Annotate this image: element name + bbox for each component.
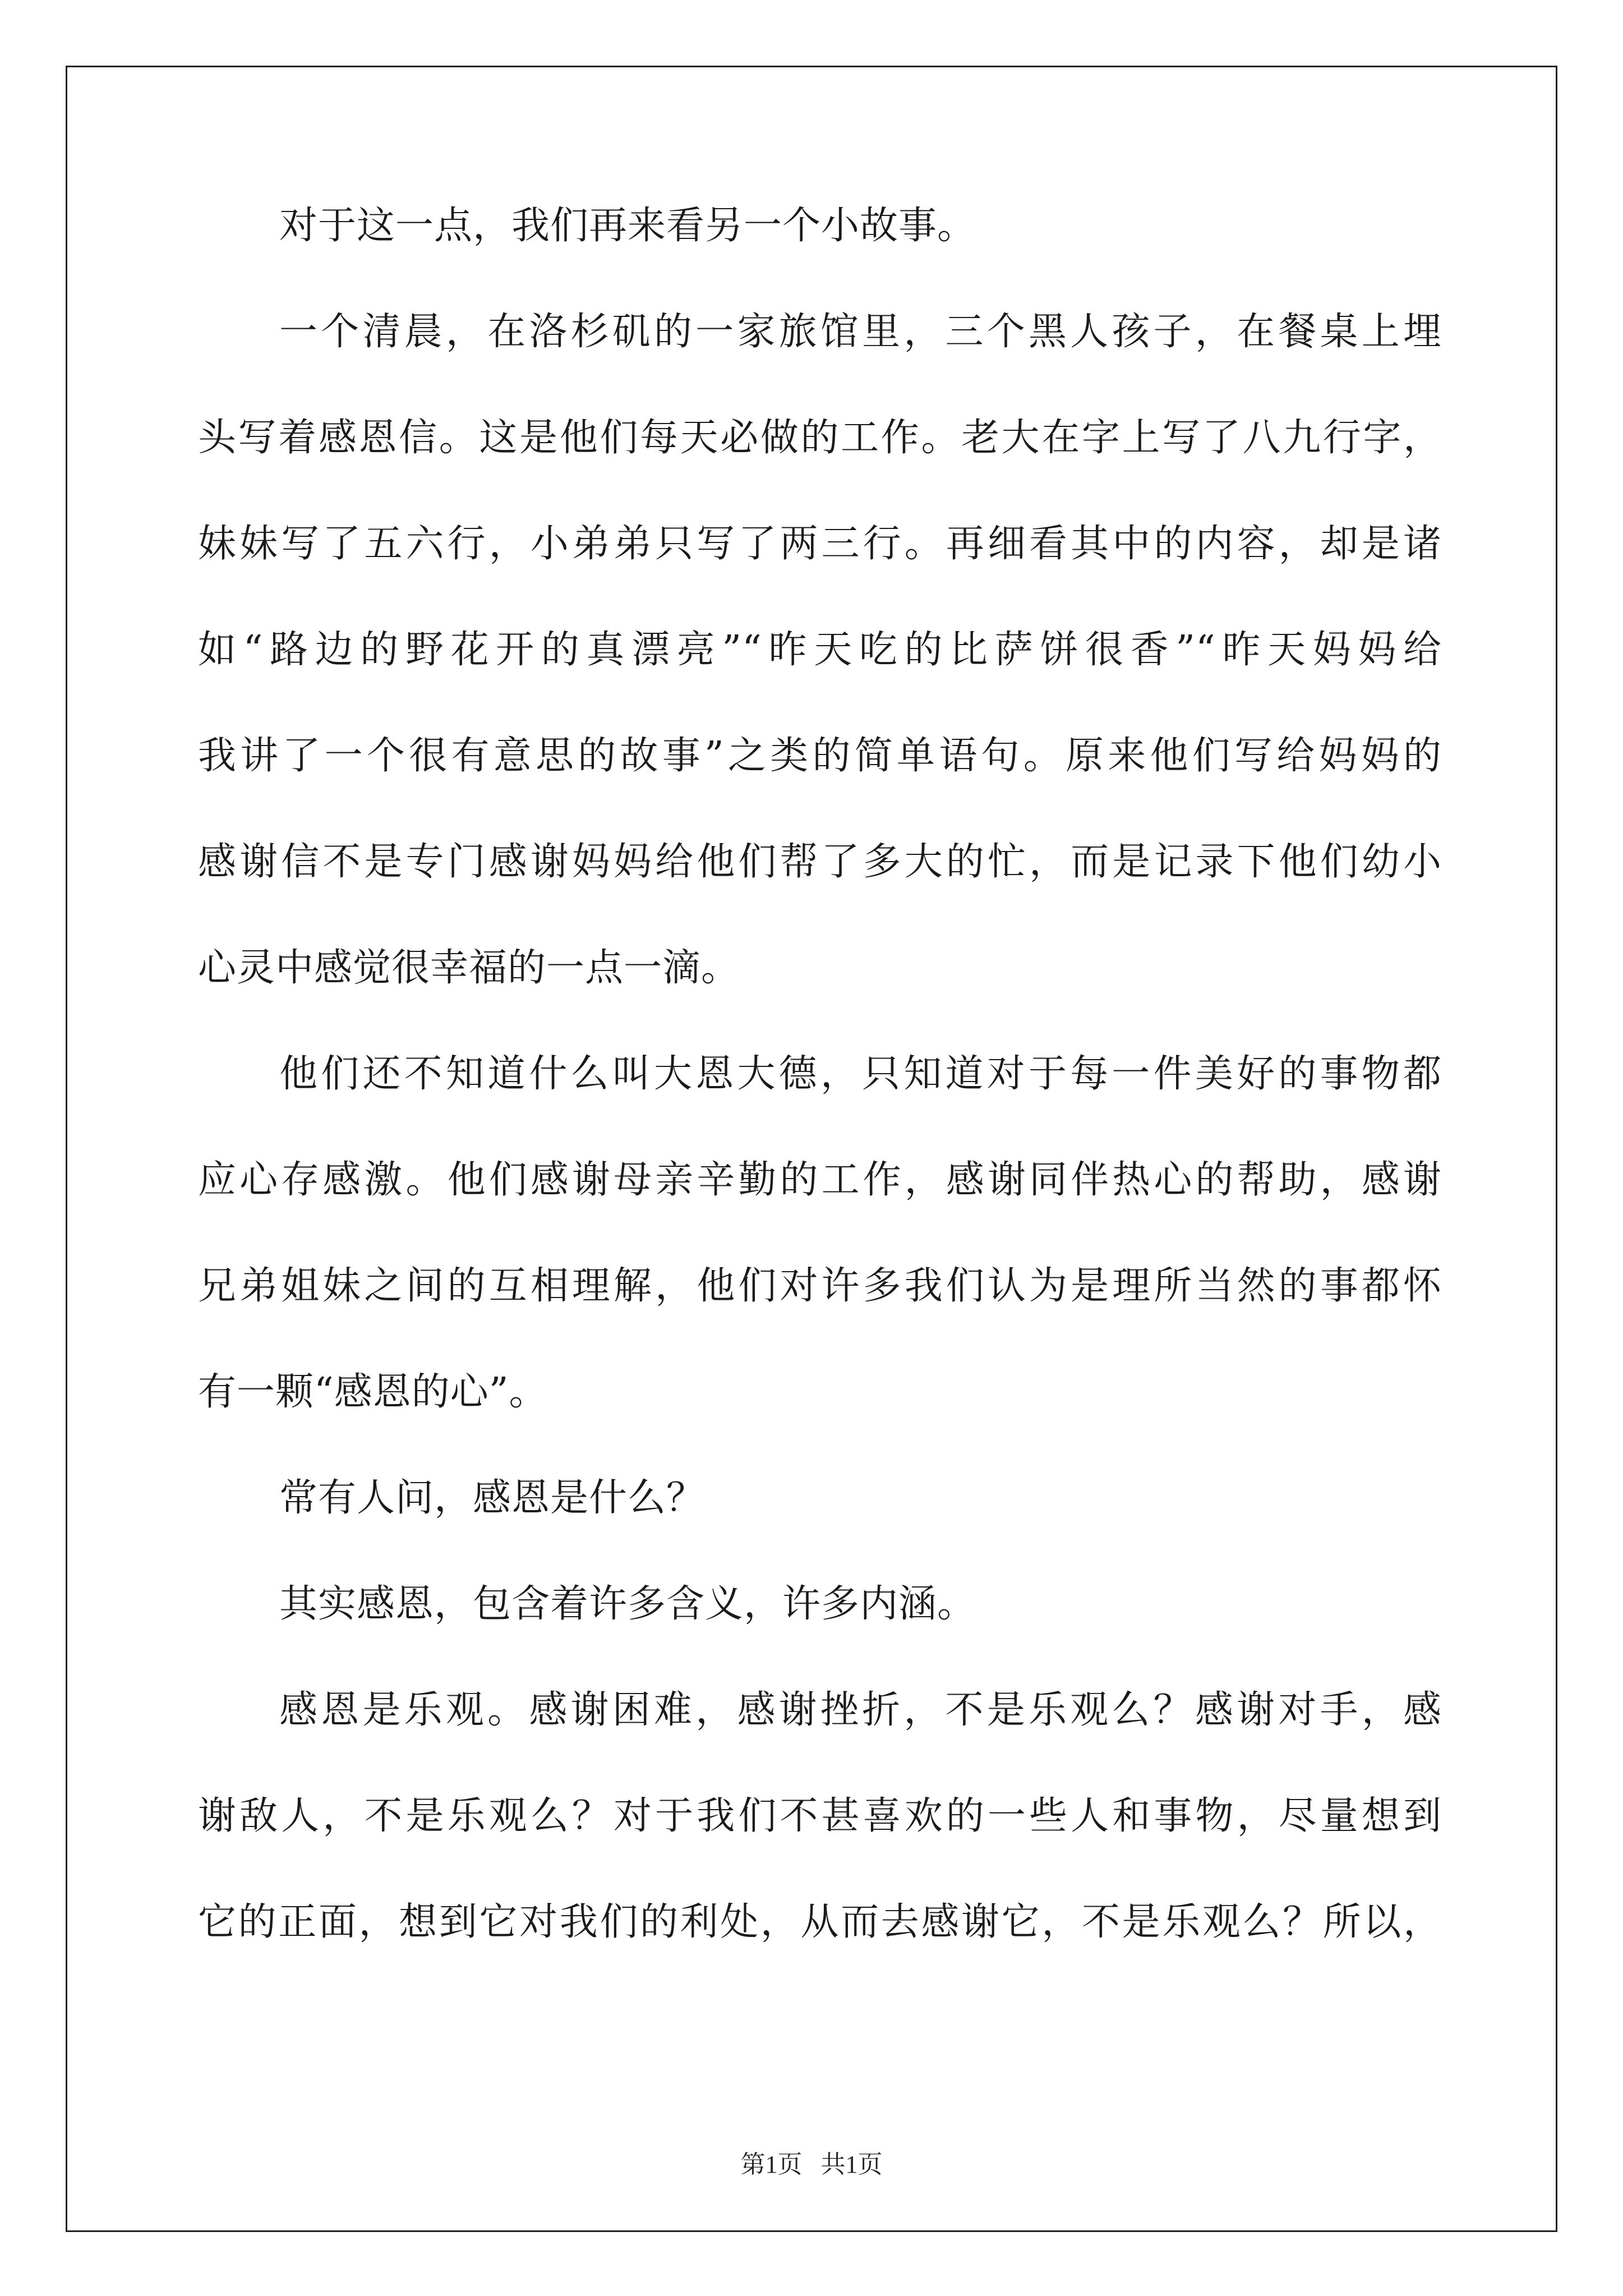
text-line: 对于这一点，我们再来看另一个小故事。 xyxy=(279,204,976,248)
text-line: 感恩是乐观。感谢困难，感谢挫折，不是乐观么？感谢对手，感 xyxy=(279,1688,1442,1732)
text-line: 妹妹写了五六行，小弟弟只写了两三行。再细看其中的内容，却是诸 xyxy=(198,522,1442,566)
text-line: 谢敌人，不是乐观么？对于我们不甚喜欢的一些人和事物，尽量想到 xyxy=(198,1794,1442,1838)
text-line: 常有人问，感恩是什么？ xyxy=(279,1476,706,1520)
page-number: 第1页 共1页 xyxy=(740,2151,883,2178)
text-line: 心灵中感觉很幸福的一点一滴。 xyxy=(198,946,740,990)
text-line: 应心存感激。他们感谢母亲辛勤的工作，感谢同伴热心的帮助，感谢 xyxy=(198,1158,1442,1202)
text-line: 兄弟姐妹之间的互相理解，他们对许多我们认为是理所当然的事都怀 xyxy=(198,1264,1442,1308)
text-line: 其实感恩，包含着许多含义，许多内涵。 xyxy=(279,1582,976,1626)
text-line: 有一颗“感恩的心”。 xyxy=(198,1370,548,1414)
page-footer xyxy=(0,2144,1623,2180)
text-line: 感谢信不是专门感谢妈妈给他们帮了多大的忙，而是记录下他们幼小 xyxy=(198,840,1442,884)
text-line: 我讲了一个很有意思的故事”之类的简单语句。原来他们写给妈妈的 xyxy=(198,734,1442,778)
text-line: 头写着感恩信。这是他们每天必做的工作。老大在字上写了八九行字， xyxy=(198,416,1442,460)
text-line: 他们还不知道什么叫大恩大德，只知道对于每一件美好的事物都 xyxy=(279,1052,1442,1096)
text-line: 如“路边的野花开的真漂亮”“昨天吃的比萨饼很香”“昨天妈妈给 xyxy=(198,628,1442,672)
text-line: 一个清晨，在洛杉矶的一家旅馆里，三个黑人孩子，在餐桌上埋 xyxy=(279,310,1442,354)
text-line: 它的正面，想到它对我们的利处，从而去感谢它，不是乐观么？所以， xyxy=(198,1900,1442,1944)
